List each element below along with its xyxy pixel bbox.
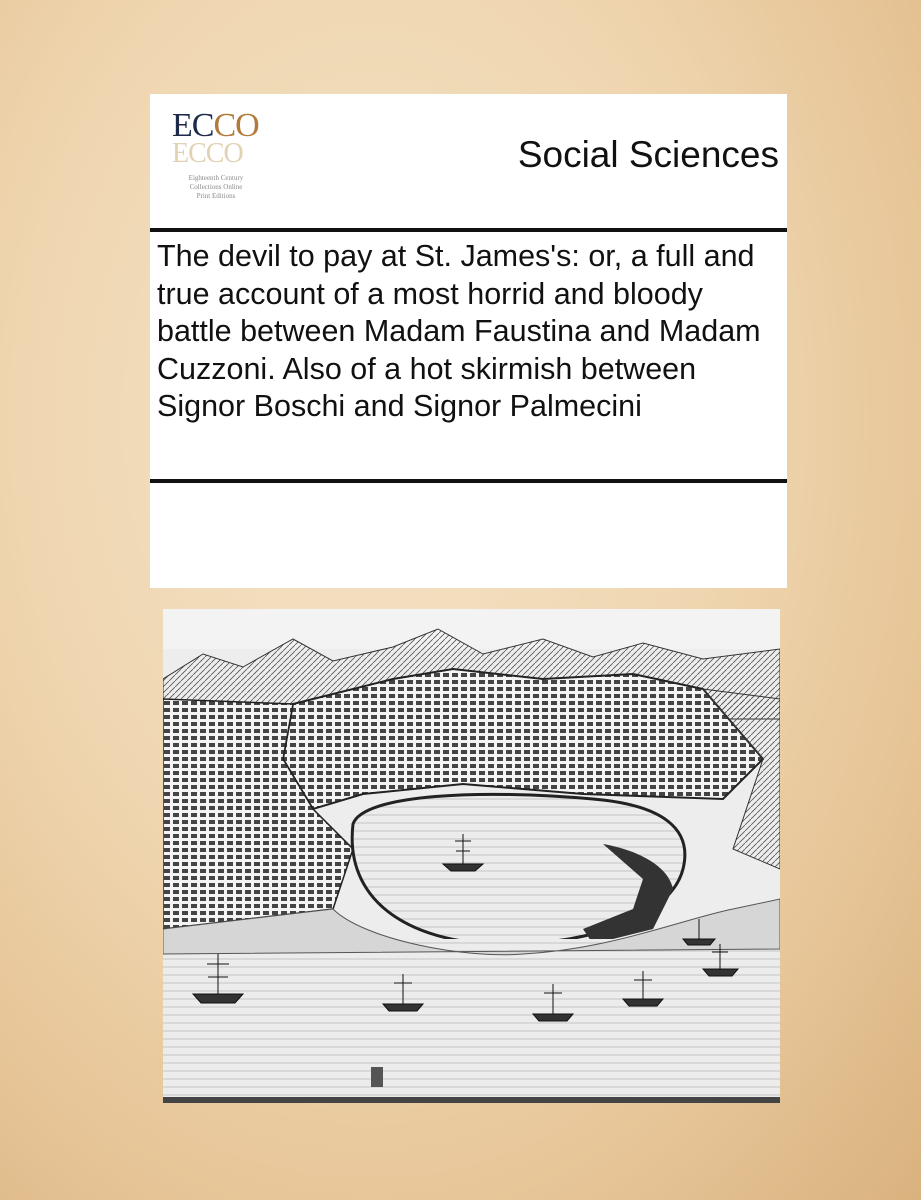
harbor-engraving-illustration (163, 609, 780, 1103)
book-title: The devil to pay at St. James's: or, a full and true account of a most horrid and bloody battle between Madam Faustina and Madam Cuzzoni. Also of a hot skirmish between Signor Boschi and Signor Palmecini (157, 239, 761, 423)
ecco-logo (166, 104, 266, 216)
logo-wordmark: ECCO (172, 107, 259, 144)
top-rule (150, 228, 787, 232)
logo-echo: ECCO (172, 138, 243, 169)
logo-subtitle: Eighteenth Century Collections Online Print Editions (188, 174, 244, 200)
bottom-rule (150, 479, 787, 483)
series-label: Social Sciences (517, 134, 779, 175)
harbor-engraving (163, 609, 780, 1103)
